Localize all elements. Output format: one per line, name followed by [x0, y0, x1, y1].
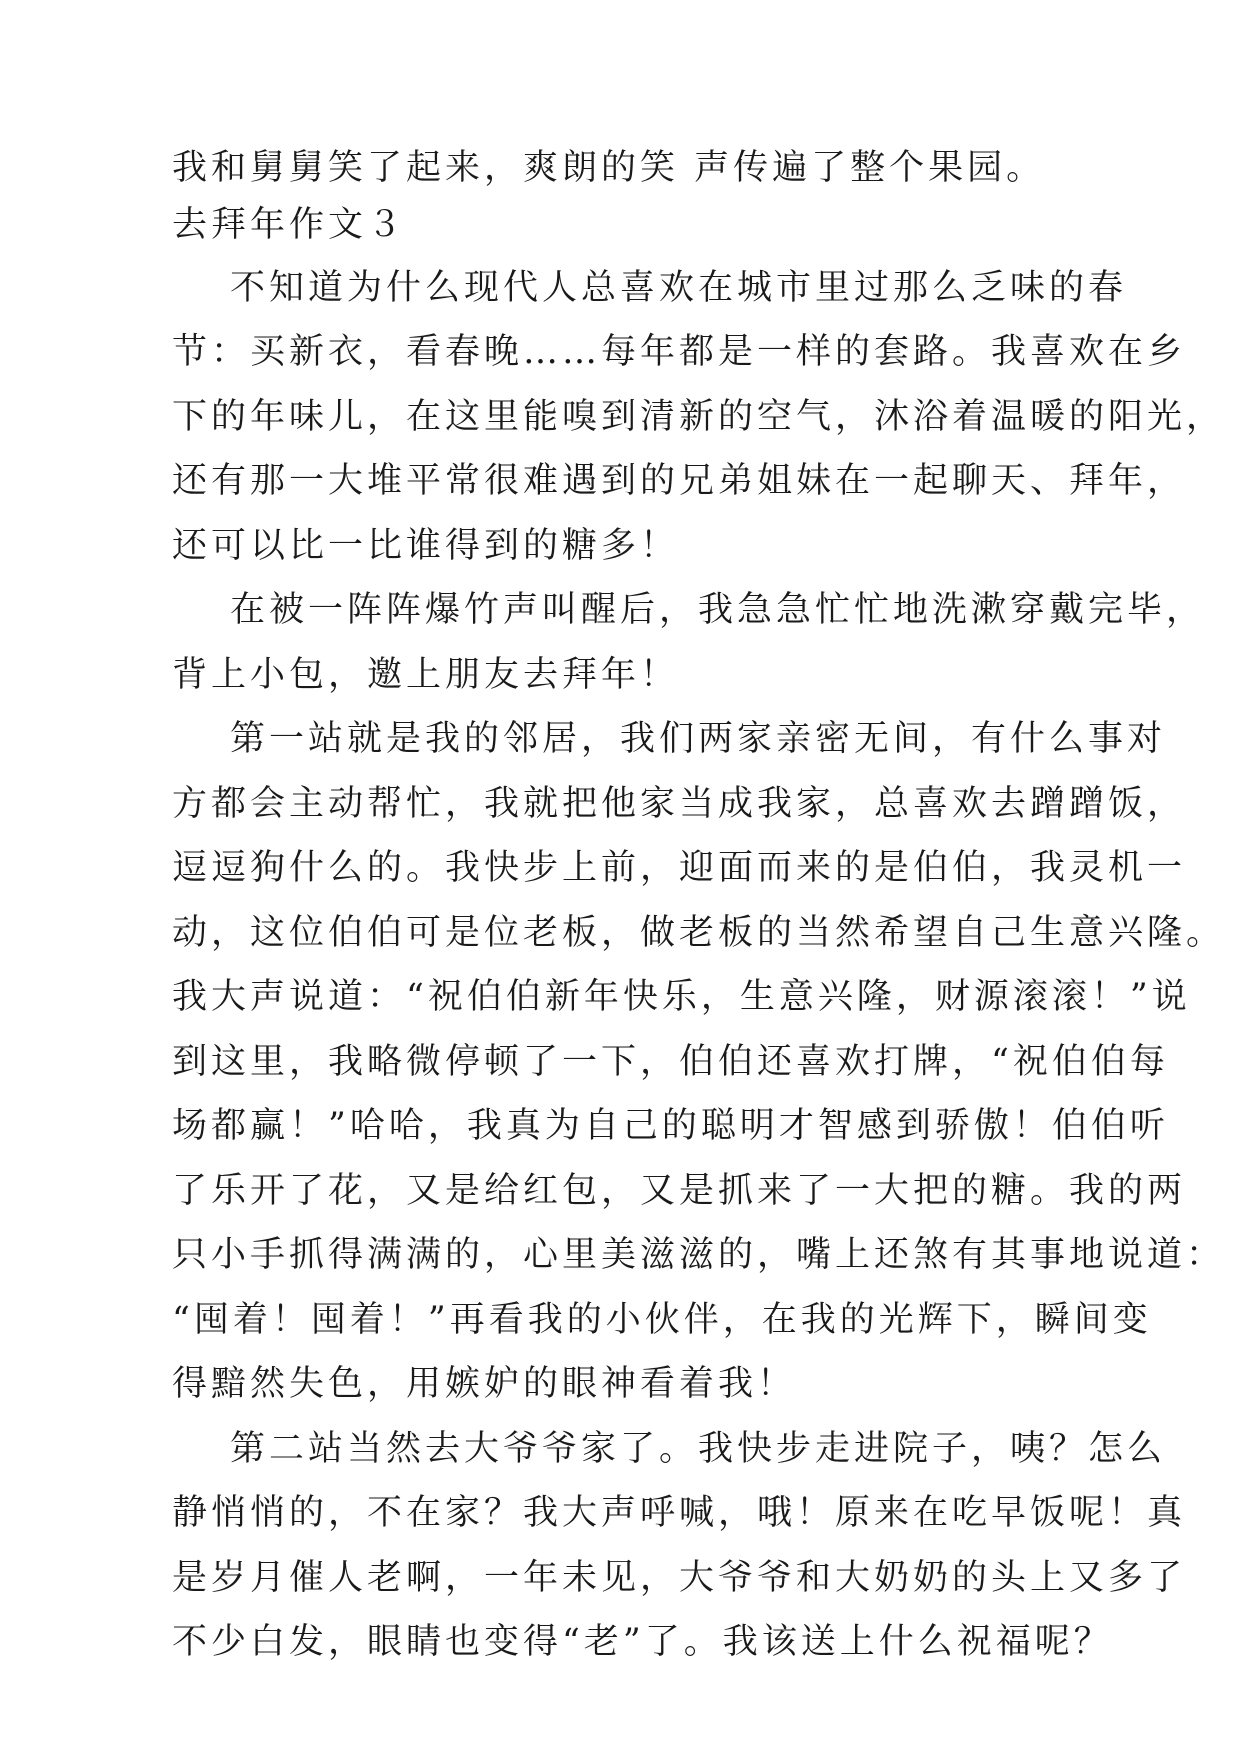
paragraph-line — [0, 578, 1241, 642]
paragraph-line — [0, 707, 1241, 771]
paragraph-line — [0, 836, 1241, 900]
paragraph-line — [0, 1352, 1241, 1416]
paragraph-line — [0, 1223, 1241, 1287]
paragraph-line — [0, 514, 1241, 578]
line-text: 背上小包，邀上朋友去拜年！ — [172, 655, 680, 695]
line-text: 动，这位伯伯可是位老板，做老板的当然希望自己生意兴隆。 — [172, 913, 1226, 953]
line-text: 我和舅舅笑了起来，爽朗的笑 声传遍了整个果园。 — [172, 148, 1046, 188]
line-text: 得黯然失色，用嫉妒的眼神看着我！ — [172, 1364, 797, 1404]
line-text: 我大声说道：“祝伯伯新年快乐，生意兴隆，财源滚滚！”说 — [172, 977, 1191, 1017]
line-text: 还可以比一比谁得到的糖多！ — [172, 526, 680, 566]
paragraph-line — [0, 772, 1241, 836]
heading-text: 去拜年作文３ — [172, 205, 407, 245]
line-text: 到这里，我略微停顿了一下，伯伯还喜欢打牌，“祝伯伯每 — [172, 1042, 1169, 1082]
paragraph-line — [0, 643, 1241, 707]
line-text: 在被一阵阵爆竹声叫醒后，我急急忙忙地洗漱穿戴完毕， — [230, 590, 1206, 630]
paragraph-line — [0, 1417, 1241, 1481]
paragraph-line — [0, 256, 1241, 320]
paragraph-line — [0, 449, 1241, 513]
line-text: 还有那一大堆平常很难遇到的兄弟姐妹在一起聊天、拜年， — [172, 461, 1187, 501]
paragraph-line — [0, 1030, 1241, 1094]
line-text: 是岁月催人老啊，一年未见，大爷爷和大奶奶的头上又多了 — [172, 1558, 1187, 1598]
paragraph-line — [0, 965, 1241, 1029]
line-text: 了乐开了花，又是给红包，又是抓来了一大把的糖。我的两 — [172, 1171, 1187, 1211]
paragraph-line — [0, 1546, 1241, 1610]
line-text: 静悄悄的，不在家？我大声呼喊，哦！原来在吃早饭呢！真 — [172, 1493, 1187, 1533]
text-line — [0, 136, 1241, 200]
line-text: 不少白发，眼睛也变得“老”了。我该送上什么祝福呢？ — [172, 1622, 1113, 1662]
paragraph-line — [0, 320, 1241, 384]
line-text: “囤着！囤着！”再看我的小伙伴，在我的光辉下，瞬间变 — [172, 1300, 1152, 1340]
paragraph-line — [0, 1288, 1241, 1352]
line-text: 方都会主动帮忙，我就把他家当成我家，总喜欢去蹭蹭饭， — [172, 784, 1187, 824]
line-text: 节：买新衣，看春晚……每年都是一样的套路。我喜欢在乡 — [172, 332, 1187, 372]
paragraph-line — [0, 385, 1241, 449]
section-heading — [0, 193, 1241, 257]
paragraph-line — [0, 1159, 1241, 1223]
line-text: 第一站就是我的邻居，我们两家亲密无间，有什么事对 — [230, 719, 1167, 759]
line-text: 第二站当然去大爷爷家了。我快步走进院子，咦？怎么 — [230, 1429, 1167, 1469]
line-text: 下的年味儿，在这里能嗅到清新的空气，沐浴着温暖的阳光， — [172, 397, 1226, 437]
line-text: 不知道为什么现代人总喜欢在城市里过那么乏味的春 — [230, 268, 1128, 308]
paragraph-line — [0, 1094, 1241, 1158]
line-text: 逗逗狗什么的。我快步上前，迎面而来的是伯伯，我灵机一 — [172, 848, 1187, 888]
paragraph-line — [0, 901, 1241, 965]
line-text: 只小手抓得满满的，心里美滋滋的，嘴上还煞有其事地说道： — [172, 1235, 1226, 1275]
paragraph-line — [0, 1481, 1241, 1545]
line-text: 场都赢！”哈哈，我真为自己的聪明才智感到骄傲！伯伯听 — [172, 1106, 1169, 1146]
paragraph-line — [0, 1610, 1241, 1674]
